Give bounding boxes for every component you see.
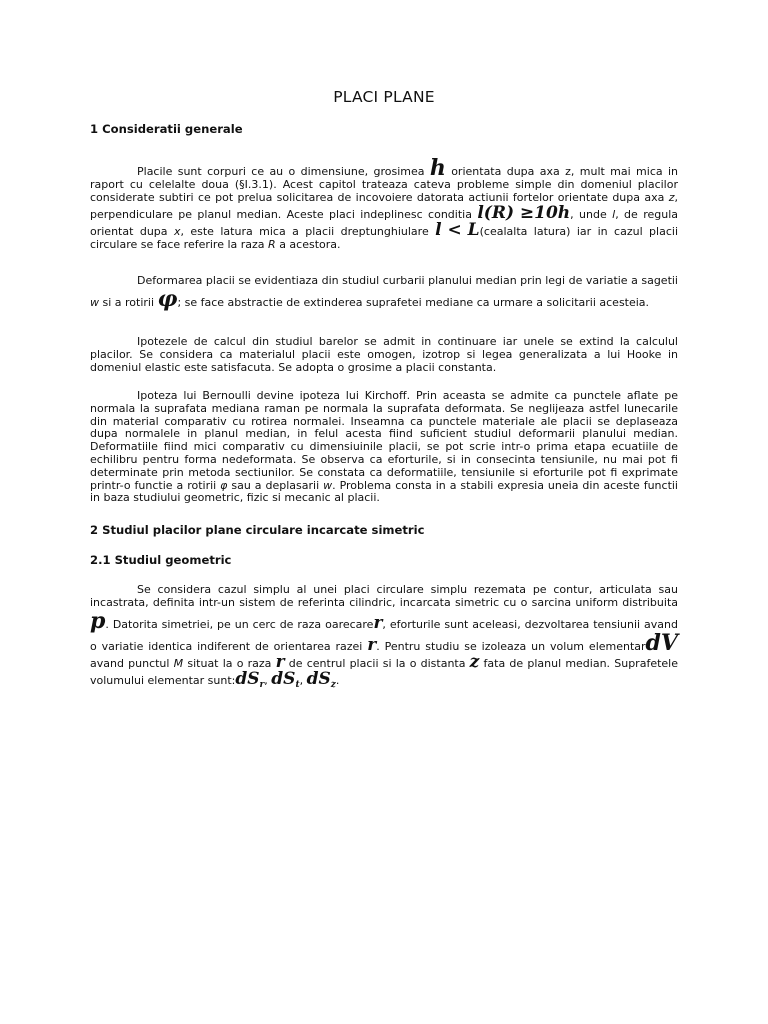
symbol-phi: φ	[157, 285, 178, 312]
symbol-dS-z: dS	[306, 668, 331, 689]
section-1-paragraph-3: Ipotezele de calcul din studiul barelor se admit in continuare iar unele se extind la calculul placilor. Se considera ca materialul placii este omogen, izotrop si legea generalizata a lui Hooke in domeniul elastic este satisfacuta. Se adopta o grosime a placii constanta.	[90, 335, 678, 374]
section-1-paragraph-2: Deformarea placii se evidentiaza din studiul curbarii planului median prin legi de variatie a sagetii w si a rotirii φ; se face abstractie de extinderea suprafetei mediane ca urmare a solicitarii acesteia.	[90, 274, 678, 312]
symbol-h: h	[429, 155, 446, 181]
section-2-heading: 2 Studiul placilor plane circulare incarcate simetric	[90, 523, 425, 537]
symbol-dS-t: dS	[271, 668, 296, 689]
section-2-paragraph-1: Se considera cazul simplu al unei placi circulare simplu rezemata pe contur, articulata sau incastrata, definita intr-un sistem de referinta cilindric, incarcata simetric cu o sarcina uniform distribuitap. Datorita simetriei, pe un cerc de raza oarecarer, eforturile sunt aceleasi, dezvoltarea tensiunii avand o variatie identica indiferent de orientarea razei r. Pentru studiu se izoleaza un volum elementardV avand punctul M situat la o raza r de centrul placii si la o distanta z fata de planul median. Suprafetele volumului elementar sunt:dSr, dSt, dSz.	[90, 583, 678, 690]
symbol-p: p	[90, 607, 106, 634]
page-title: PLACI PLANE	[333, 88, 435, 106]
section-1-paragraph-1: Placile sunt corpuri ce au o dimensiune, grosimea h orientata dupa axa z, mult mai mica in raport cu celelalte doua (§I.3.1). Acest capitol trateaza cateva probleme simple din domeniul placilor considerate subtiri ce pot prelua solicitarea de incovoiere datorata actiunii fortelor orientate dupa axa z, perpendiculare pe planul median. Aceste placi indeplinesc conditia l(R) ≥10h, unde l, de regula orientat dupa x, este latura mica a placii dreptunghiulare l < L(cealalta latura) iar in cazul placii circulare se face referire la raza R a acestora.	[90, 155, 678, 251]
symbol-dV: dV	[645, 629, 678, 656]
symbol-z: z	[469, 651, 480, 672]
symbol-dS-r: dS	[235, 668, 260, 689]
inequality-formula: l < L	[435, 219, 480, 240]
symbol-r: r	[275, 651, 285, 672]
section-1-heading: 1 Consideratii generale	[90, 122, 243, 136]
section-2-1-heading: 2.1 Studiul geometric	[90, 553, 232, 567]
symbol-r: r	[373, 612, 383, 633]
symbol-r: r	[367, 634, 377, 655]
condition-formula: l(R) ≥10h	[477, 202, 571, 223]
section-1-paragraph-4: Ipoteza lui Bernoulli devine ipoteza lui Kirchoff. Prin aceasta se admite ca punctele aflate pe normala la suprafata mediana raman pe normala la suprafata deformata. Se neglijeaza astfel lunecarile din material comparativ cu rotirea normalei. Inseamna ca punctele materiale ale placii se deplaseaza dupa normalele in planul median, in felul acesta fiind suficient studiul deformarii planului median. Deformatiile fiind mici comparativ cu dimensiuinile placii, se pot scrie intr-o prima etapa ecuatiile de echilibru pentru forma nedeformata. Se observa ca eforturile, si in consecinta tensiunile, nu mai pot fi determinate prin metoda sectiunilor. Se constata ca deformatiile, tensiunile si eforturile pot fi exprimate printr-o functie a rotirii φ sau a deplasarii w. Problema consta in a stabili expresia uneia din aceste functii in baza studiului geometric, fizic si mecanic al placii.	[90, 389, 678, 505]
